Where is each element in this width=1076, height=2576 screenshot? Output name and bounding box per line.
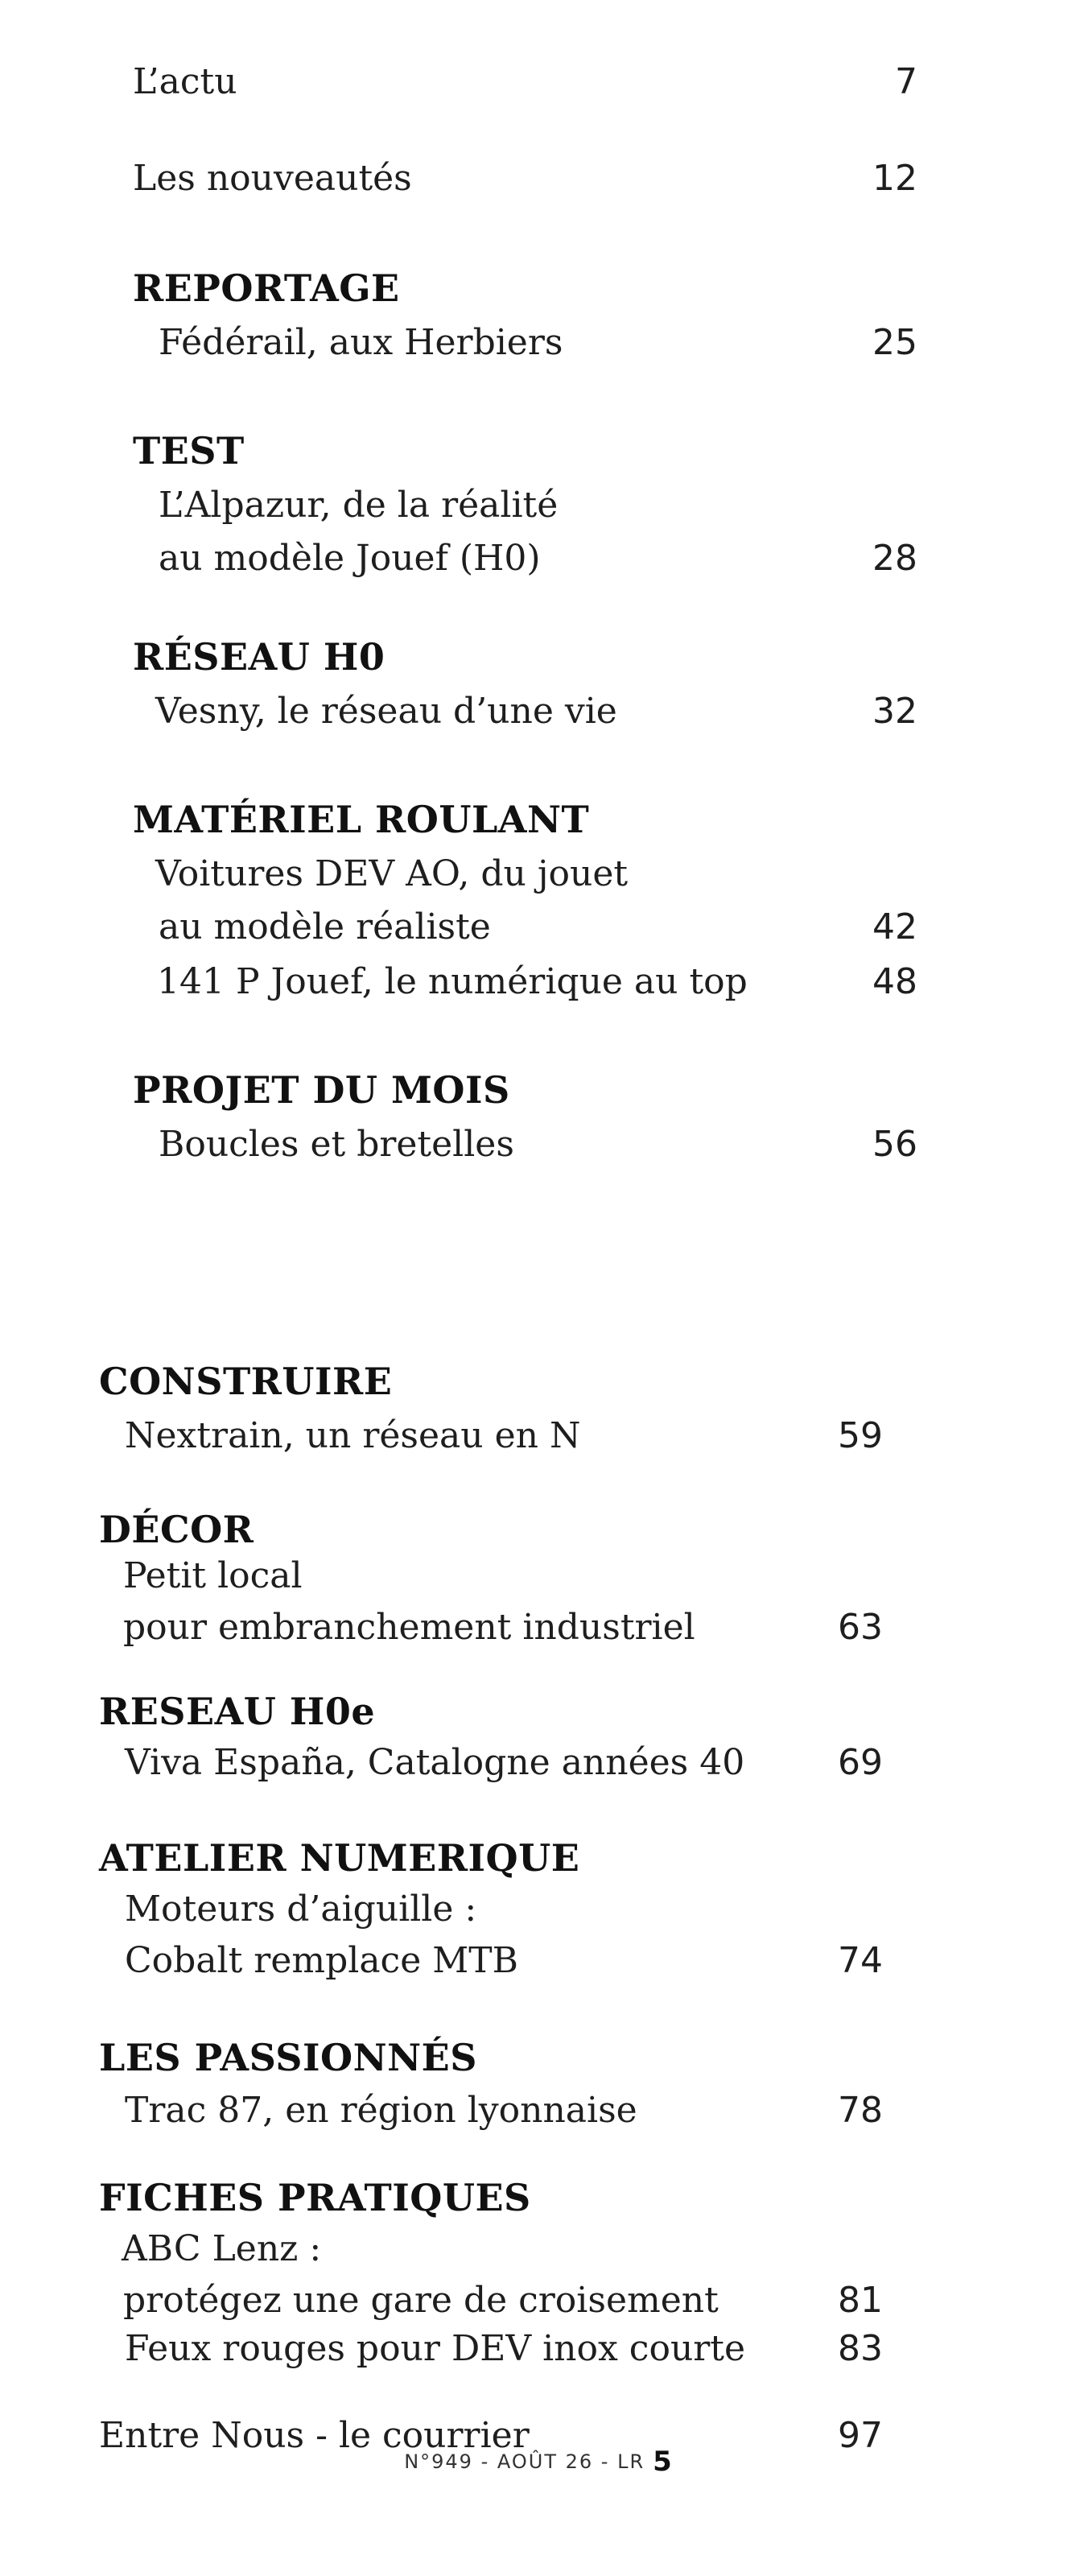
section-heading-decor: DÉCOR bbox=[99, 1508, 254, 1551]
section-heading-test: TEST bbox=[133, 429, 245, 473]
section-heading-reseau-h0: RÉSEAU H0 bbox=[133, 635, 385, 679]
page-number-viva-espana: 69 bbox=[838, 1742, 883, 1783]
section-heading-reseau-h0e: RESEAU H0e bbox=[99, 1690, 376, 1733]
page-number-abc-lenz: 81 bbox=[838, 2280, 883, 2321]
section-heading-les-passionnes: LES PASSIONNÉS bbox=[99, 2036, 477, 2079]
toc-entry-viva-espana: Viva España, Catalogne années 40 bbox=[125, 1742, 745, 1783]
toc-entry-abc-lenz-line2: protégez une gare de croisement bbox=[123, 2280, 719, 2321]
section-heading-projet-du-mois: PROJET DU MOIS bbox=[133, 1068, 510, 1112]
toc-entry-alpazur-line1: L’Alpazur, de la réalité bbox=[159, 485, 559, 526]
page-number-feux-rouges: 83 bbox=[838, 2328, 883, 2369]
toc-entry-141p-jouef: 141 P Jouef, le numérique au top bbox=[157, 961, 748, 1002]
toc-entry-boucles: Boucles et bretelles bbox=[159, 1124, 514, 1165]
toc-entry-nextrain: Nextrain, un réseau en N bbox=[125, 1415, 581, 1456]
toc-entry-voitures-dev-line1: Voitures DEV AO, du jouet bbox=[155, 853, 629, 894]
page-number-vesny: 32 bbox=[872, 691, 917, 732]
page-number-boucles: 56 bbox=[872, 1124, 917, 1165]
page-number-nouveautes: 12 bbox=[872, 158, 917, 199]
page-number-moteurs-aiguille: 74 bbox=[838, 1940, 883, 1981]
toc-entry-petit-local-line1: Petit local bbox=[123, 1555, 303, 1596]
page-number-voitures-dev: 42 bbox=[872, 906, 917, 947]
page-number-petit-local: 63 bbox=[838, 1607, 883, 1648]
section-heading-construire: CONSTRUIRE bbox=[99, 1360, 393, 1403]
footer-issue-info: N°949 - AOÛT 26 - LR bbox=[404, 2450, 645, 2473]
page-number-nextrain: 59 bbox=[838, 1415, 883, 1456]
toc-entry-vesny: Vesny, le réseau d’une vie bbox=[155, 691, 617, 732]
toc-entry-petit-local-line2: pour embranchement industriel bbox=[123, 1607, 695, 1648]
section-heading-fiches-pratiques: FICHES PRATIQUES bbox=[99, 2176, 531, 2219]
page-number-federail: 25 bbox=[872, 322, 917, 363]
toc-entry-actu: L’actu bbox=[133, 61, 237, 102]
section-heading-reportage: REPORTAGE bbox=[133, 266, 400, 310]
toc-entry-trac-87: Trac 87, en région lyonnaise bbox=[125, 2090, 637, 2131]
toc-entry-feux-rouges: Feux rouges pour DEV inox courte bbox=[125, 2328, 746, 2369]
toc-entry-moteurs-aiguille-line1: Moteurs d’aiguille : bbox=[125, 1889, 477, 1930]
page-footer bbox=[0, 2446, 1076, 2478]
page-number-trac-87: 78 bbox=[838, 2090, 883, 2131]
page-number-141p-jouef: 48 bbox=[872, 961, 917, 1002]
toc-entry-abc-lenz-line1: ABC Lenz : bbox=[122, 2228, 322, 2269]
page-number-actu: 7 bbox=[895, 61, 917, 102]
page-number-courrier: 97 bbox=[838, 2415, 883, 2456]
section-heading-materiel-roulant: MATÉRIEL ROULANT bbox=[133, 798, 590, 841]
section-heading-atelier-numerique: ATELIER NUMERIQUE bbox=[99, 1836, 580, 1880]
toc-entry-moteurs-aiguille-line2: Cobalt remplace MTB bbox=[125, 1940, 518, 1981]
toc-entry-nouveautes: Les nouveautés bbox=[133, 158, 412, 199]
toc-entry-voitures-dev-line2: au modèle réaliste bbox=[159, 906, 491, 947]
toc-entry-federail: Fédérail, aux Herbiers bbox=[159, 322, 563, 363]
footer-page-number: 5 bbox=[653, 2446, 672, 2478]
toc-entry-courrier: Entre Nous - le courrier bbox=[99, 2415, 530, 2456]
toc-entry-alpazur-line2: au modèle Jouef (H0) bbox=[159, 538, 541, 579]
page-number-alpazur: 28 bbox=[872, 538, 917, 579]
